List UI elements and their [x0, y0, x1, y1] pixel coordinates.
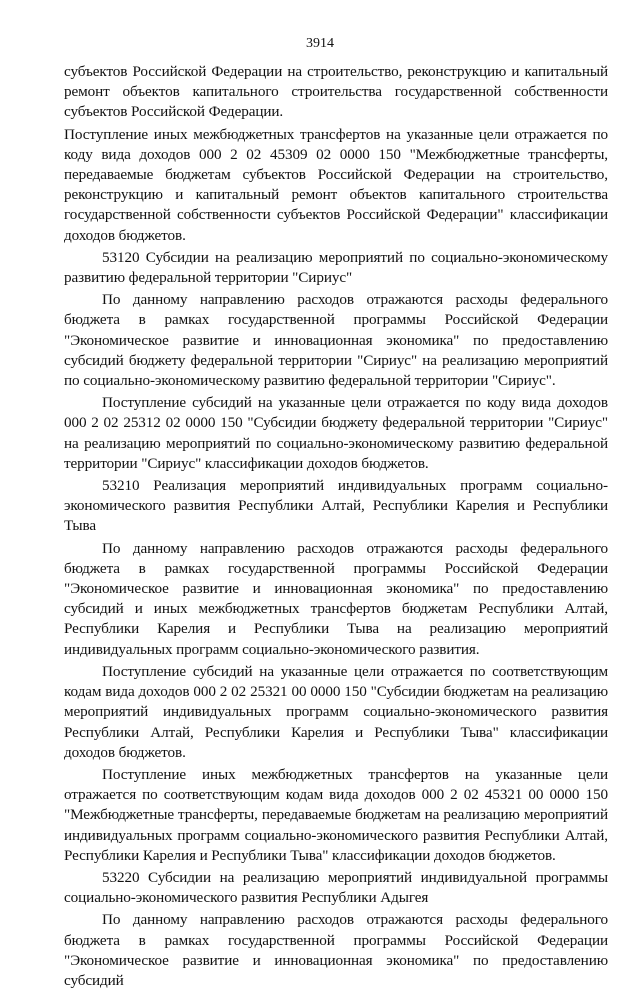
document-body — [64, 62, 608, 991]
paragraph: 53210 Реализация мероприятий индивидуальных программ социально-экономического развития Республики Алтай, Республики Карелия и Республики Тыва — [64, 477, 608, 535]
paragraph: Поступление иных межбюджетных трансфертов на указанные цели отражается по коду вида доходов 000 2 02 45309 02 0000 150 "Межбюджетные трансферты, передаваемые бюджетам субъектов Российской Федерации на строительство, реконструкцию и капитальный ремонт объектов капитального строительства государственной собственности субъектов Российской Федерации" классификации доходов бюджетов. — [64, 125, 608, 244]
paragraph: 53120 Субсидии на реализацию мероприятий по социально-экономическому развитию федеральной территории "Сириус" — [64, 248, 608, 287]
paragraph: По данному направлению расходов отражаются расходы федерального бюджета в рамках государственной программы Российской Федерации "Экономическое развитие и инновационная экономика" по предоставлению субсидий бюджету федеральной территории "Сириус" на реализацию мероприятий по социально-экономическому развитию федеральной территории "Сириус". — [64, 291, 608, 390]
paragraph: 53220 Субсидии на реализацию мероприятий индивидуальной программы социально-экономического развития Республики Адыгея — [64, 868, 608, 907]
paragraph: Поступление субсидий на указанные цели отражается по коду вида доходов 000 2 02 25312 02 0000 150 "Субсидии бюджету федеральной территории "Сириус" на реализацию мероприятий по социально-экономическому развитию федеральной территории "Сириус" классификации доходов бюджетов. — [64, 394, 608, 472]
paragraph: субъектов Российской Федерации на строительство, реконструкцию и капитальный ремонт объектов капитального строительства государственной собственности субъектов Российской Федерации. — [64, 63, 608, 121]
paragraph: Поступление иных межбюджетных трансфертов на указанные цели отражается по соответствующим кодам вида доходов 000 2 02 45321 00 0000 150 "Межбюджетные трансферты, передаваемые бюджетам на реализацию мероприятий индивидуальных программ социально-экономического развития Республики Алтай, Республики Карелия и Республики Тыва" классификации доходов бюджетов. — [64, 765, 608, 864]
paragraph: По данному направлению расходов отражаются расходы федерального бюджета в рамках государственной программы Российской Федерации "Экономическое развитие и инновационная экономика" по предоставлению субсидий и иных межбюджетных трансфертов бюджетам Республики Алтай, Республики Карелия и Республики Тыва на реализацию мероприятий индивидуальных программ социально-экономического развития. — [64, 539, 608, 658]
page-number: 3914 — [306, 36, 334, 51]
paragraph: По данному направлению расходов отражаются расходы федерального бюджета в рамках государственной программы Российской Федерации "Экономическое развитие и инновационная экономика" по предоставлению субсидий — [64, 911, 608, 989]
paragraph: Поступление субсидий на указанные цели отражается по соответствующим кодам вида доходов 000 2 02 25321 00 0000 150 "Субсидии бюджетам на реализацию мероприятий индивидуальных программ социально-экономического развития Республики Алтай, Республики Карелия и Республики Тыва" классификации доходов бюджетов. — [64, 662, 608, 761]
